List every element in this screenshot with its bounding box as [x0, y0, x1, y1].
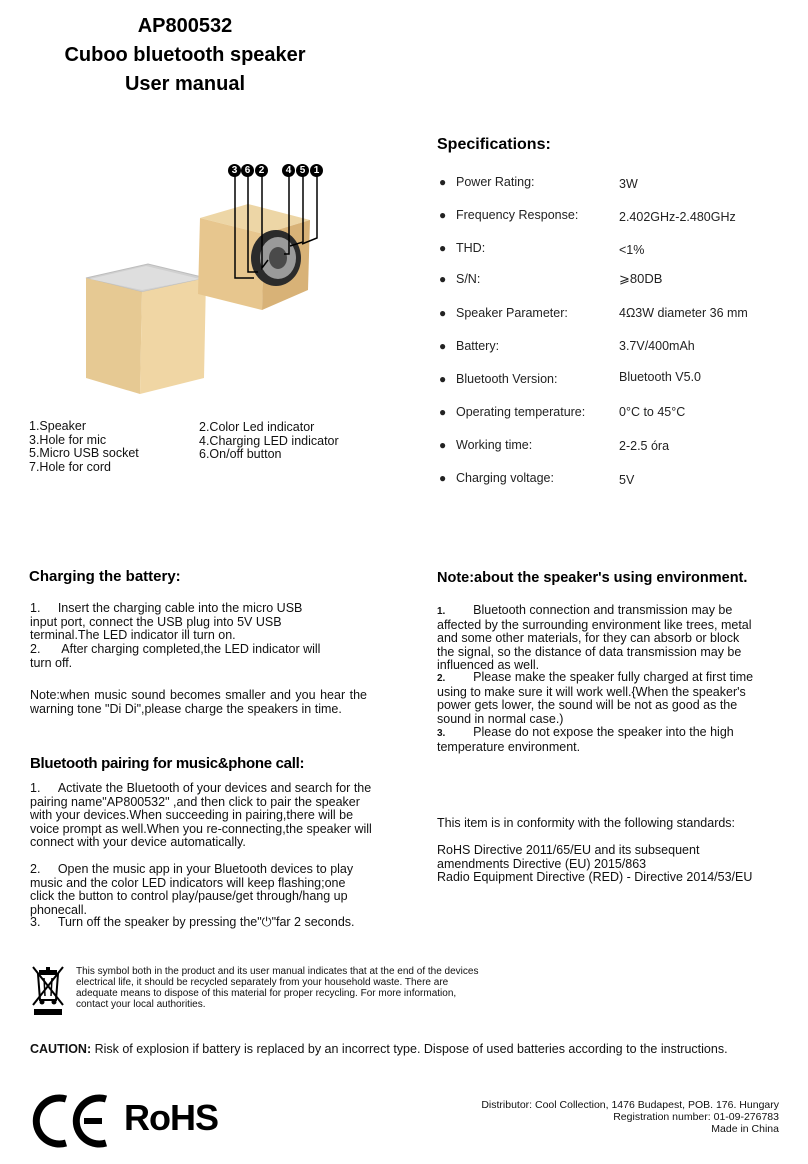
callout-4: 4 — [282, 164, 295, 177]
parts-list-col2 — [199, 421, 399, 462]
ce-mark-icon — [32, 1093, 110, 1149]
spec-value: 3W — [619, 177, 638, 191]
spec-label: Charging voltage: — [456, 471, 554, 485]
spec-label: S/N: — [456, 272, 481, 286]
conformity-intro: This item is in conformity with the following standards: — [437, 816, 736, 830]
weee-notice: This symbol both in the product and its user manual indicates that at the end of the devices electrical life, it should be recycled separately from your household waste. There are adequate means to dispose of this material for proper recycling. For more information, contact your local authorities. — [76, 966, 479, 1010]
spec-row-working-time — [437, 438, 797, 458]
step-text: Bluetooth connection and transmission may be affected by the surrounding environment like trees, metal and some other materials, for they can absorb or block the signal, so the distance of data transmission may be influenced as well. — [437, 603, 752, 672]
environment-title: Note:about the speaker's using environment. — [437, 570, 748, 586]
speaker-cube-back-image — [198, 174, 317, 310]
spec-value: ⩾80DB — [619, 271, 663, 286]
step-number: 2. — [30, 642, 41, 656]
callout-1: 1 — [310, 164, 323, 177]
part-item: 3.Hole for mic — [29, 432, 107, 447]
callout-5: 5 — [296, 164, 309, 177]
bullet-icon: ● — [439, 438, 447, 452]
bullet-icon: ● — [439, 272, 447, 286]
pairing-step-2 — [30, 863, 370, 917]
spec-row-sn — [437, 272, 797, 292]
rohs-mark: RoHS — [124, 1097, 218, 1138]
bullet-icon: ● — [439, 372, 447, 386]
specifications-title: Specifications: — [437, 136, 551, 153]
spec-label: Power Rating: — [456, 175, 535, 189]
model-number: AP800532 — [137, 15, 233, 37]
part-item: 6.On/off button — [199, 447, 282, 461]
spec-label: Operating temperature: — [456, 405, 586, 419]
distributor: Distributor: Cool Collection, 1476 Budapest, POB. 176. Hungary — [481, 1099, 779, 1111]
spec-row-bluetooth-version — [437, 372, 797, 392]
product-diagram — [76, 160, 336, 410]
step-text: "far 2 seconds. — [271, 915, 355, 929]
spec-label: Speaker Parameter: — [456, 306, 568, 320]
bullet-icon: ● — [439, 175, 447, 189]
spec-value: 3.7V/400mAh — [619, 339, 695, 353]
step-text: Activate the Bluetooth of your devices and search for the pairing name"AP800532" ,and then click to pair the speaker with your devices.When succeeding in pairing,there will be voice prompt as well.When you re-connecting,the speaker will connect with your device automatically. — [30, 781, 372, 849]
spec-value: 2.402GHz-2.480GHz — [619, 210, 736, 224]
spec-label: Battery: — [456, 339, 500, 353]
document-type: User manual — [124, 73, 246, 95]
step-text: Insert the charging cable into the micro USB input port, connect the USB plug into 5V USB terminal.The LED indicator ill turn on. — [30, 601, 303, 642]
caution-notice — [30, 1043, 770, 1057]
callout-3: 3 — [228, 164, 241, 177]
spec-row-speaker-parameter — [437, 306, 797, 326]
step-number: 3. — [30, 915, 41, 929]
spec-row-battery — [437, 339, 797, 359]
spec-label: Working time: — [456, 438, 533, 452]
bullet-icon: ● — [439, 471, 447, 485]
spec-label: THD: — [456, 241, 486, 255]
conformity-line: Radio Equipment Directive (RED) - Directive 2014/53/EU — [437, 870, 753, 884]
part-item: 1.Speaker — [29, 419, 86, 433]
spec-value: 4Ω3W diameter 36 mm — [619, 306, 748, 320]
conformity-line: amendments Directive (EU) 2015/863 — [437, 856, 647, 871]
spec-value: <1% — [619, 243, 645, 257]
part-item: 7.Hole for cord — [29, 459, 111, 474]
step-number: 2. — [437, 673, 446, 684]
part-item: 4.Charging LED indicator — [199, 433, 339, 448]
environment-step-1 — [437, 604, 755, 673]
spec-label: Frequency Response: — [456, 208, 579, 222]
charging-title: Charging the battery: — [29, 568, 181, 585]
bullet-icon: ● — [439, 339, 447, 353]
step-text: After charging completed,the LED indicator will turn off. — [30, 642, 321, 670]
step-text: Please make the speaker fully charged at first time using to make sure it will work well.{When the speaker's power gets lower, the sound will be not as good as the sound in normal case.) — [437, 670, 754, 726]
bullet-icon: ● — [439, 241, 447, 255]
step-number: 1. — [30, 601, 41, 615]
spec-row-thd — [437, 241, 797, 261]
bullet-icon: ● — [439, 306, 447, 320]
step-number: 1. — [30, 781, 41, 795]
conformity-list — [437, 844, 797, 885]
step-text: Open the music app in your Bluetooth devices to play music and the color LED indicators will keep flashing;one click the button to control play/pause/get through/hang up phonecall. — [30, 862, 354, 917]
pairing-step-3 — [30, 916, 360, 930]
weee-bin-icon — [30, 964, 66, 1016]
environment-step-2 — [437, 671, 755, 726]
caution-text: Risk of explosion if battery is replaced by an incorrect type. Dispose of used batteries according to the instructions. — [91, 1042, 728, 1056]
spec-value: 0°C to 45°C — [619, 405, 686, 419]
spec-value: 2-2.5 óra — [619, 439, 670, 453]
made-in: Made in China — [711, 1123, 779, 1135]
step-number: 2. — [30, 862, 41, 876]
bullet-icon: ● — [439, 405, 447, 419]
caution-label: CAUTION: — [30, 1042, 92, 1056]
step-text: Turn off the speaker by pressing the" — [57, 915, 262, 929]
pairing-title: Bluetooth pairing for music&phone call: — [30, 755, 305, 772]
callout-2: 2 — [255, 164, 268, 177]
charging-step-2 — [30, 643, 330, 670]
product-name: Cuboo bluetooth speaker — [64, 44, 306, 66]
part-item: 5.Micro USB socket — [29, 446, 139, 460]
spec-value: Bluetooth V5.0 — [619, 370, 702, 384]
spec-row-frequency-response — [437, 208, 797, 228]
pairing-step-1 — [30, 782, 380, 850]
charging-note: Note:when music sound becomes smaller and you hear the warning tone "Di Di",please charge the speakers in time. — [30, 688, 367, 716]
spec-row-charging-voltage — [437, 471, 797, 491]
spec-row-power-rating — [437, 175, 797, 195]
conformity-line: RoHS Directive 2011/65/EU and its subsequent — [437, 843, 700, 857]
callout-6: 6 — [241, 164, 254, 177]
speaker-cube-front-image — [86, 264, 206, 394]
footer-info — [379, 1099, 779, 1135]
spec-value: 5V — [619, 473, 635, 487]
environment-step-3 — [437, 726, 755, 754]
step-text: Please do not expose the speaker into the high temperature environment. — [437, 725, 734, 754]
step-number: 3. — [437, 728, 446, 739]
part-item: 2.Color Led indicator — [199, 420, 315, 434]
charging-step-1 — [30, 602, 330, 643]
power-icon: ⏻ — [261, 915, 272, 929]
parts-list-col1 — [29, 420, 199, 474]
spec-row-operating-temperature — [437, 405, 797, 425]
bullet-icon: ● — [439, 208, 447, 222]
step-number: 1. — [437, 606, 446, 617]
registration-number: Registration number: 01-09-276783 — [613, 1111, 779, 1123]
spec-label: Bluetooth Version: — [456, 372, 558, 386]
